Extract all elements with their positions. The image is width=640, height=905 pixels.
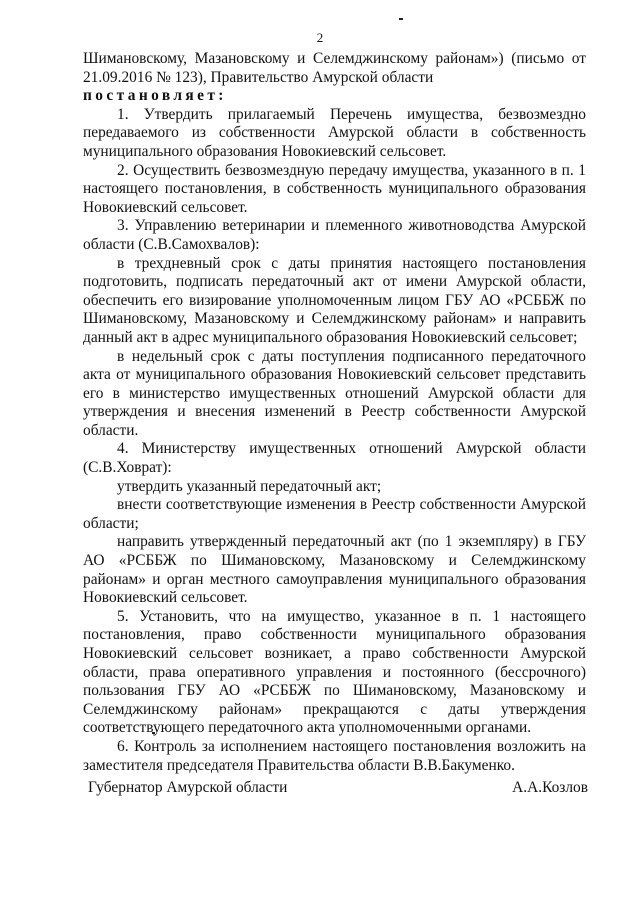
- paragraph-item-5: 5. Установить, что на имущество, указанное в п. 1 настоящего постановления, право собственности муниципального образования Новокиевский сельсовет возникает, а право собственности Амурской области, права оперативного управления и постоянного (бессрочного) пользования ГБУ АО «РСББЖ по Шимановскому, Мазановскому и Селемджинскому районам» прекращаются с даты утверждения соответствующего передаточного акта уполномоченными органами.: [83, 607, 586, 737]
- signatory-name: А.А.Козлов: [512, 779, 588, 796]
- scan-speck: [399, 18, 403, 20]
- decree-body: [83, 50, 586, 775]
- paragraph-item-2: 2. Осуществить безвозмездную передачу имущества, указанного в п. 1 настоящего постановления, в собственность муниципального образования Новокиевский сельсовет.: [83, 161, 586, 216]
- paragraph-item-3-subitem-2: в недельный срок с даты поступления подписанного передаточного акта от муниципального образования Новокиевский сельсовет представить его в министерство имущественных отношений Амурской области для утверждения и внесения изменений в Реестр собственности Амурской области.: [83, 347, 586, 439]
- paragraph-item-4-subitem-2: внести соответствующие изменения в Реестр собственности Амурской области;: [83, 496, 586, 532]
- paragraph-item-4-subitem-3: направить утвержденный передаточный акт (по 1 экземпляру) в ГБУ АО «РСББЖ по Шимановскому, Мазановскому и Селемджинскому районам» и орган местного самоуправления муниципального образования Новокиевский сельсовет.: [83, 533, 586, 607]
- page-number: 2: [316, 30, 324, 45]
- signatory-position: Губернатор Амурской области: [88, 779, 288, 796]
- decree-word: постановляет:: [83, 87, 227, 105]
- paragraph-item-4-subitem-1: утвердить указанный передаточный акт;: [117, 477, 382, 495]
- paragraph-item-6: 6. Контроль за исполнением настоящего постановления возложить на заместителя председателя Правительства области В.В.Бакуменко.: [83, 737, 586, 774]
- paragraph-item-3-subitem-1: в трехдневный срок с даты принятия настоящего постановления подготовить, подписать передаточный акт от имени Амурской области, обеспечить его визирование уполномоченным лицом ГБУ АО «РСББЖ по Шимановскому, Мазановскому и Селемджинскому районам» и направить данный акт в адрес муниципального образования Новокиевский сельсовет;: [83, 254, 586, 346]
- paragraph-item-4: 4. Министерству имущественных отношений Амурской области (С.В.Ховрат):: [83, 440, 586, 477]
- paragraph-item-1: 1. Утвердить прилагаемый Перечень имущества, безвозмездно передаваемого из собственности Амурской области в собственность муниципального образования Новокиевский сельсовет.: [83, 105, 586, 160]
- intro-paragraph: Шимановскому, Мазановскому и Селемджинскому районам») (письмо от 21.09.2016 № 123), Правительство Амурской области: [83, 50, 586, 86]
- paragraph-item-3: 3. Управлению ветеринарии и племенного животноводства Амурской области (С.В.Самохвалов):: [83, 217, 586, 253]
